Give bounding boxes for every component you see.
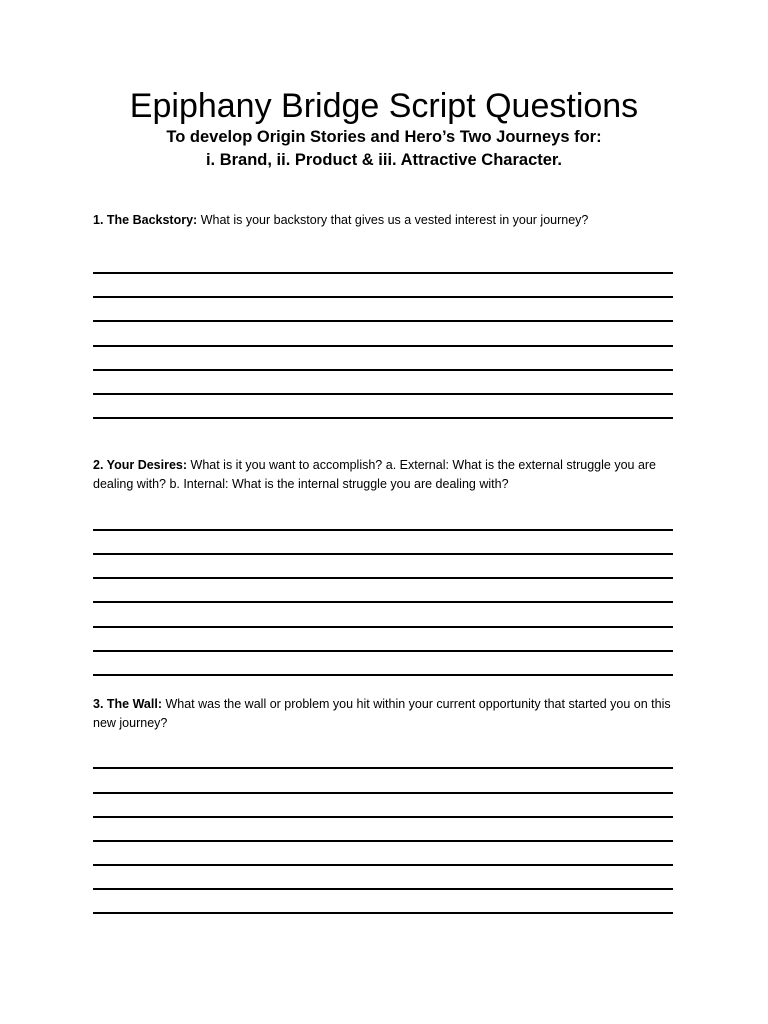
answer-line[interactable] [93, 369, 673, 371]
answer-line[interactable] [93, 529, 673, 531]
question-text: What is your backstory that gives us a vested interest in your journey? [200, 213, 589, 227]
answer-line[interactable] [93, 577, 673, 579]
answer-line[interactable] [93, 553, 673, 555]
answer-line[interactable] [93, 345, 673, 347]
page-title: Epiphany Bridge Script Questions [129, 87, 639, 125]
answer-line[interactable] [93, 767, 673, 769]
question-wall [93, 695, 693, 733]
question-heading: 2. Your Desires: [93, 458, 188, 472]
answer-line[interactable] [93, 864, 673, 866]
question-backstory [93, 211, 693, 230]
question-heading: 1. The Backstory: [93, 213, 198, 227]
answer-line[interactable] [93, 601, 673, 603]
answer-line[interactable] [93, 912, 673, 914]
question-text: What is it you want to accomplish? a. External: What is the external struggle you are dealing with? b. Internal: What is the internal struggle you are dealing with? [93, 458, 657, 491]
subtitle-line-1: To develop Origin Stories and Hero’s Two Journeys for: [166, 128, 602, 146]
question-text: What was the wall or problem you hit within your current opportunity that started you on this new journey? [93, 697, 671, 730]
question-desires [93, 456, 693, 494]
answer-line[interactable] [93, 320, 673, 322]
question-heading: 3. The Wall: [93, 697, 162, 711]
answer-line[interactable] [93, 393, 673, 395]
answer-line[interactable] [93, 626, 673, 628]
answer-line[interactable] [93, 674, 673, 676]
answer-line[interactable] [93, 650, 673, 652]
answer-line[interactable] [93, 840, 673, 842]
answer-line[interactable] [93, 792, 673, 794]
answer-line[interactable] [93, 296, 673, 298]
answer-line[interactable] [93, 417, 673, 419]
answer-line[interactable] [93, 272, 673, 274]
answer-line[interactable] [93, 888, 673, 890]
answer-line[interactable] [93, 816, 673, 818]
subtitle-line-2: i. Brand, ii. Product & iii. Attractive Character. [205, 151, 563, 169]
